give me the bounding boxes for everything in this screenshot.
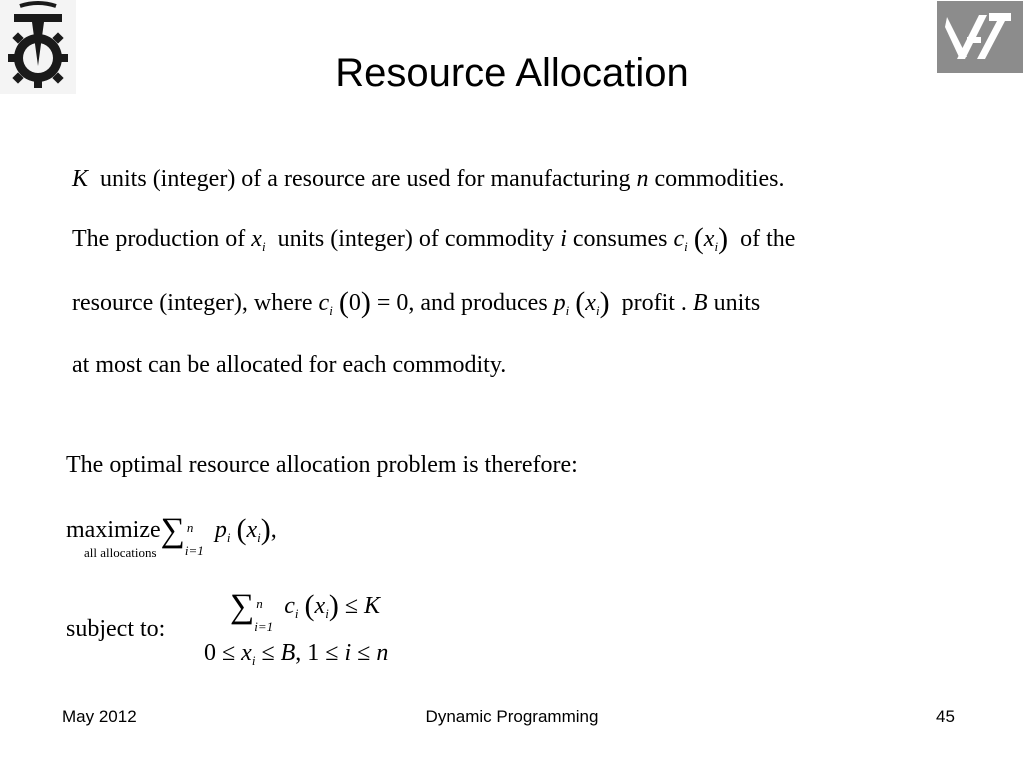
func-c: c [284, 593, 295, 619]
sum-limits [254, 592, 278, 635]
var-x: x [585, 290, 596, 316]
var-B: B [692, 290, 708, 316]
paren-close: ) [328, 589, 339, 622]
subscript-i: i [714, 239, 719, 254]
paren-open: ( [693, 222, 704, 255]
subscript-i: i [226, 530, 231, 545]
sum-upper: n [186, 520, 194, 536]
var-n: n [636, 166, 649, 192]
lower-bound: 0 ≤ [204, 640, 236, 666]
subject-to-label: subject to: [66, 616, 166, 642]
var-B: B [280, 640, 296, 666]
text: and produces [420, 290, 548, 316]
text: units (integer) of a resource are used for manufacturing [100, 166, 631, 192]
func-c: c [318, 290, 330, 316]
text: commodities. [654, 166, 785, 192]
subscript-i: i [261, 239, 266, 254]
paren-open: ( [575, 286, 586, 319]
paren-close: ) [260, 513, 271, 546]
maximize-subscript: all allocations [84, 545, 157, 560]
index-lower: , 1 ≤ [295, 640, 339, 666]
footer-date: May 2012 [62, 707, 137, 726]
var-x: x [241, 640, 252, 666]
sum-limits [184, 516, 209, 559]
text: profit . [621, 290, 687, 316]
var-i: i [344, 640, 352, 666]
var-K: K [363, 593, 380, 619]
subscript-i: i [329, 303, 333, 318]
paren-close: ) [599, 286, 610, 319]
text: resource (integer), [72, 290, 248, 316]
var-x: x [251, 226, 262, 252]
paren-open: ( [338, 286, 349, 319]
problem-intro: The optimal resource allocation problem is therefore: [66, 452, 578, 478]
footer-topic: Dynamic Programming [425, 707, 599, 726]
constraint-sum [230, 588, 380, 635]
subscript-i: i [257, 530, 261, 545]
var-n: n [376, 640, 389, 666]
sum-symbol: ∑ [160, 512, 185, 549]
var-i: i [560, 226, 567, 252]
subscript-i: i [595, 303, 600, 318]
var-x: x [246, 517, 258, 543]
paren-close: ) [718, 222, 729, 255]
sum-lower: i=1 [184, 543, 204, 559]
paren-close: ) [360, 286, 371, 319]
func-p: p [214, 517, 227, 543]
var-x: x [703, 226, 715, 252]
sum-lower: i=1 [254, 619, 274, 635]
var-x: x [314, 593, 326, 619]
text: where [253, 290, 313, 316]
paragraph-line-4: at most can be allocated for each commodity. [72, 352, 507, 378]
text: units (integer) of commodity [277, 226, 555, 252]
var-K: K [72, 166, 89, 192]
zero: 0 [348, 290, 361, 316]
paren-open: ( [304, 589, 315, 622]
func-p: p [553, 290, 566, 316]
subscript-i: i [251, 653, 256, 668]
subscript-i: i [294, 606, 299, 621]
equals-zero: = 0, [376, 290, 415, 316]
maximize-word: maximize [66, 517, 161, 543]
sum-upper: n [256, 596, 263, 612]
subscript-i: i [565, 303, 570, 318]
sum-symbol: ∑ [230, 588, 255, 625]
constraint-bounds [204, 638, 388, 668]
comma: , [270, 517, 277, 543]
paragraph-line-3 [72, 288, 760, 318]
text: units [713, 290, 761, 316]
text: consumes [572, 226, 668, 252]
paragraph-line-2 [72, 224, 795, 254]
paragraph-line-1 [72, 164, 784, 194]
leq: ≤ [344, 593, 358, 619]
footer-page-number: 45 [936, 707, 955, 726]
subscript-i: i [325, 606, 329, 621]
func-c: c [673, 226, 685, 252]
text: of the [740, 226, 796, 252]
subscript-i: i [684, 239, 688, 254]
paren-open: ( [236, 513, 247, 546]
slide-title: Resource Allocation [335, 51, 689, 95]
leq: ≤ [261, 640, 275, 666]
text: The production of [72, 226, 246, 252]
leq: ≤ [357, 640, 371, 666]
